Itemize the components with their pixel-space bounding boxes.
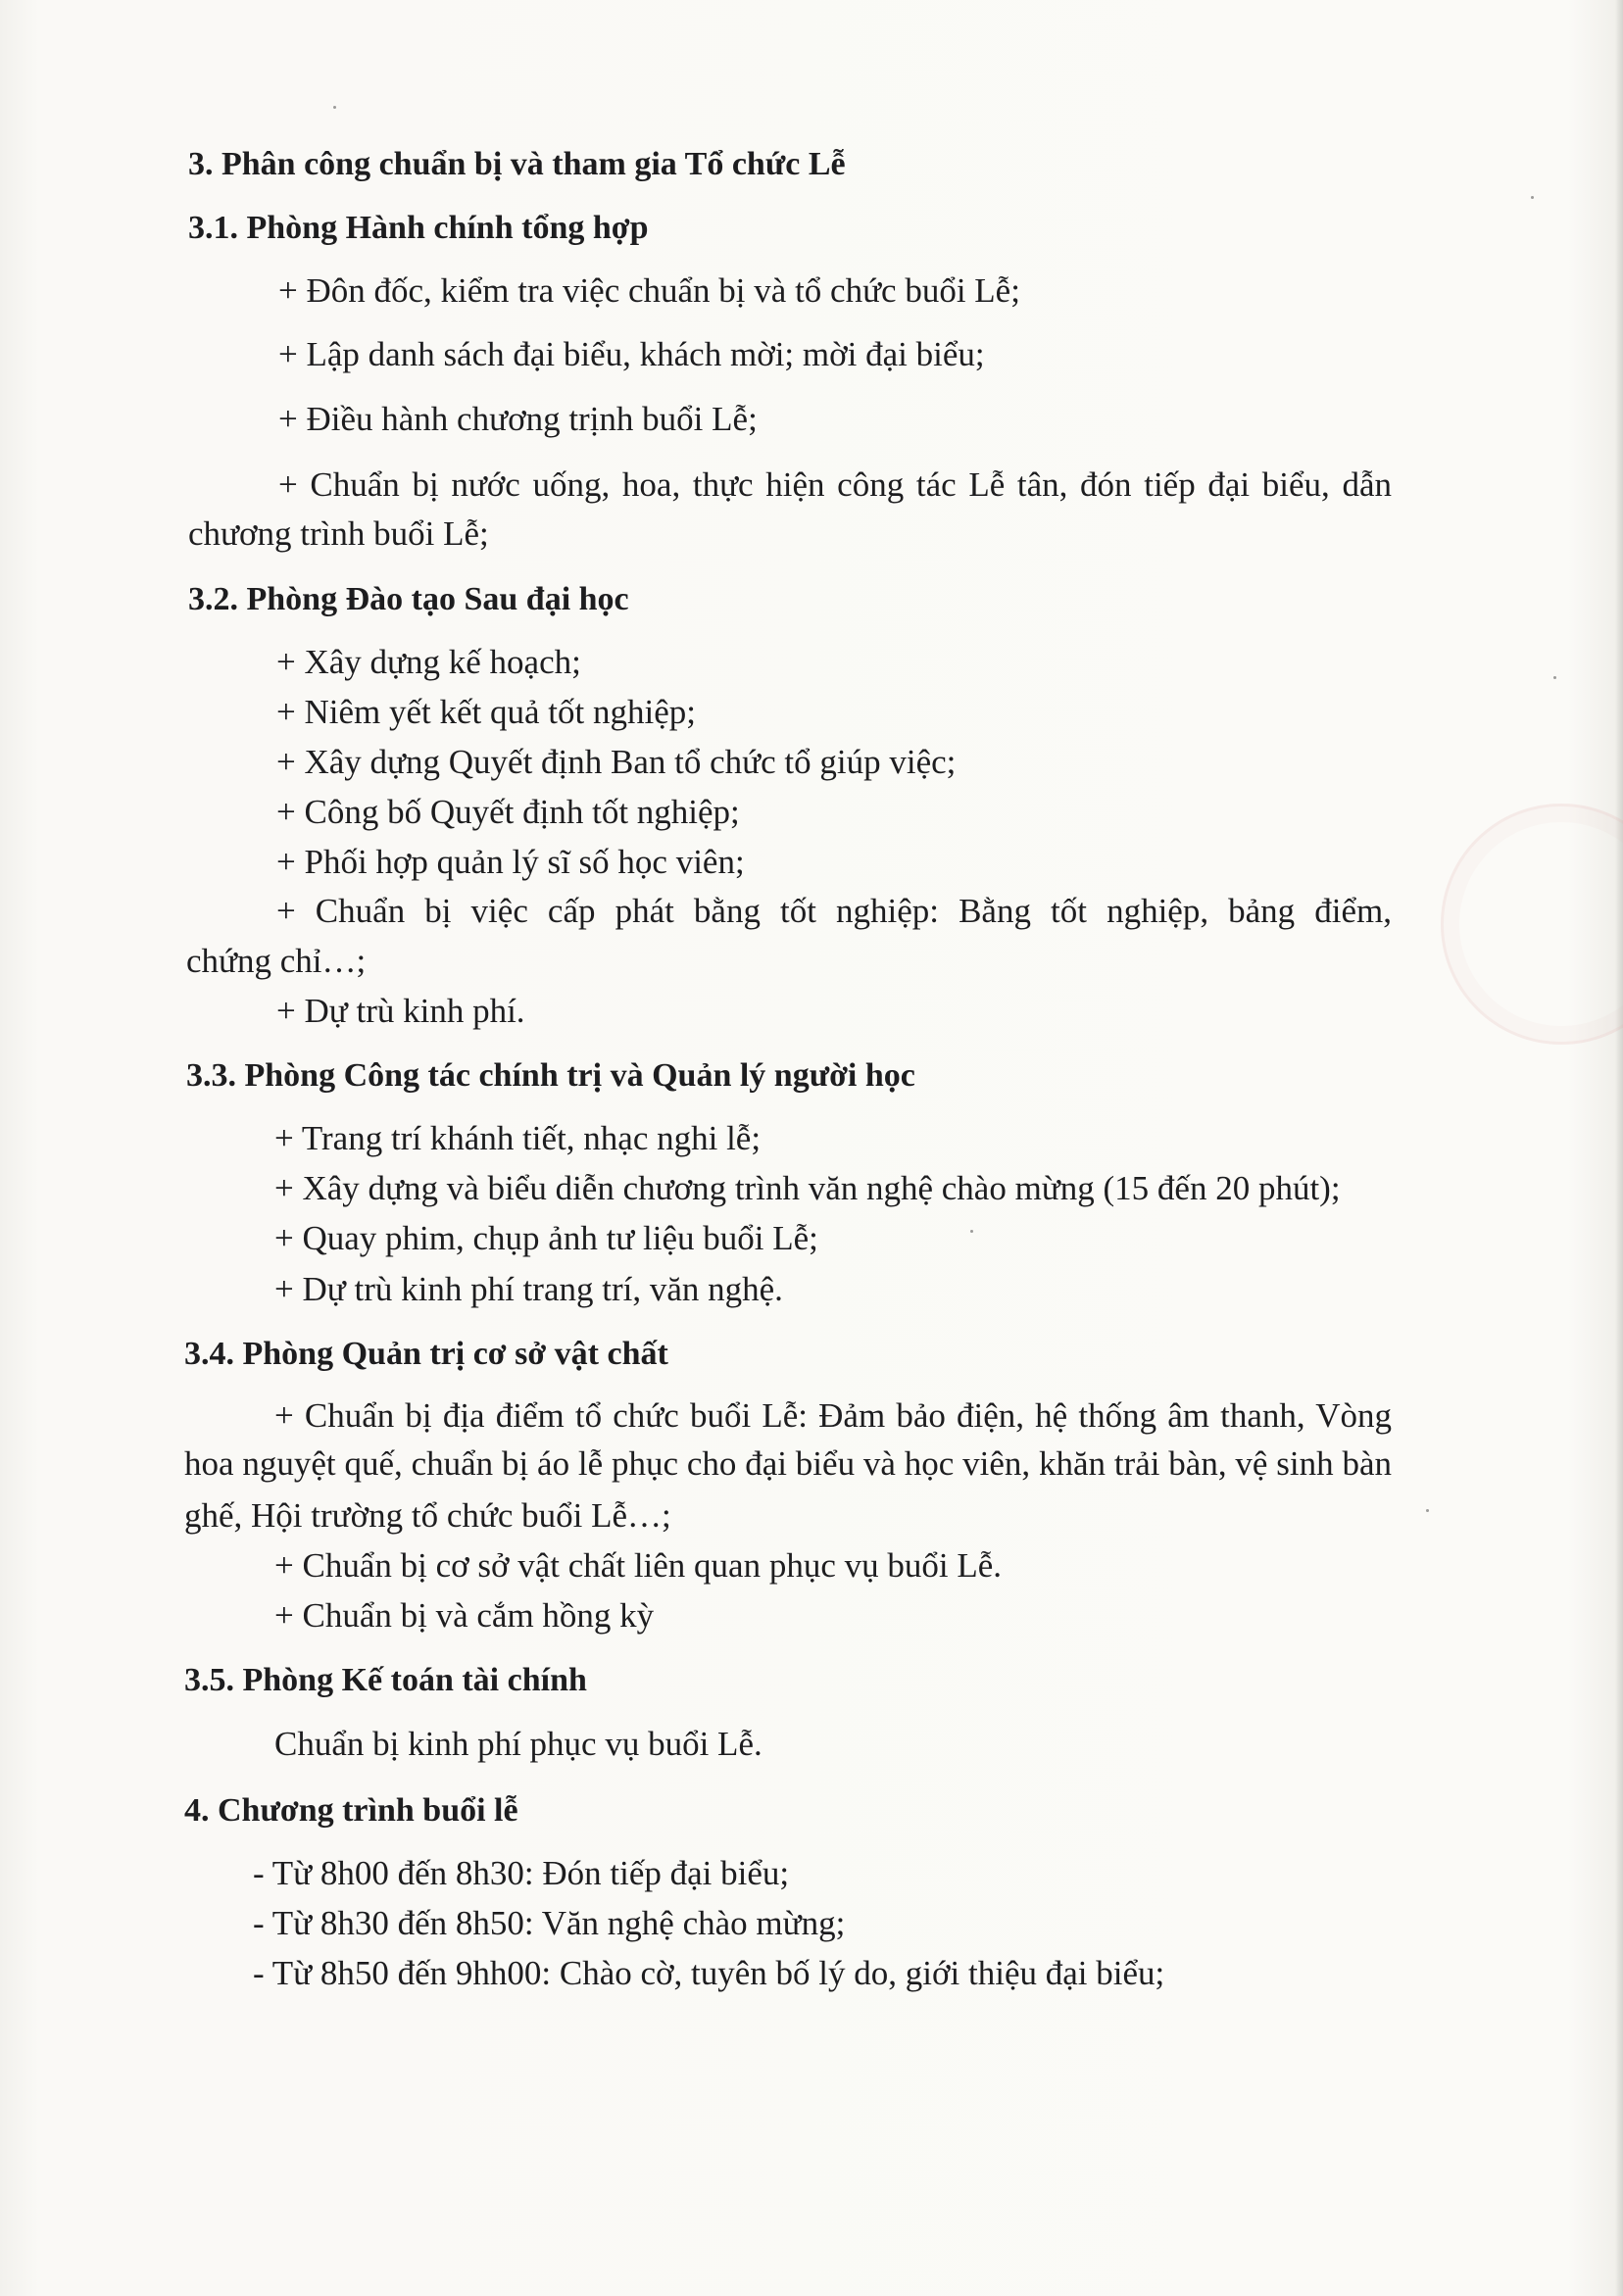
- paragraph: Chuẩn bị kinh phí phục vụ buổi Lễ.: [274, 1725, 762, 1763]
- list-item: + Công bố Quyết định tốt nghiệp;: [276, 793, 740, 831]
- list-item: + Dự trù kinh phí.: [276, 992, 525, 1030]
- section-3-5-heading: 3.5. Phòng Kế toán tài chính: [184, 1662, 587, 1698]
- list-item: + Chuẩn bị cơ sở vật chất liên quan phục vụ buổi Lễ.: [274, 1546, 1003, 1585]
- section-3-2-heading: 3.2. Phòng Đào tạo Sau đại học: [188, 581, 629, 617]
- scan-speck: [1553, 676, 1556, 679]
- schedule-item: - Từ 8h00 đến 8h30: Đón tiếp đại biểu;: [253, 1854, 790, 1892]
- list-item-continuation: chứng chỉ…;: [186, 942, 367, 980]
- list-item-continuation: hoa nguyệt quế, chuẩn bị áo lễ phục cho đại biểu và học viên, khăn trải bàn, vệ sinh bàn: [184, 1444, 1392, 1483]
- faint-stamp-bleedthrough: [1441, 804, 1623, 1045]
- schedule-item: - Từ 8h50 đến 9hh00: Chào cờ, tuyên bố lý do, giới thiệu đại biểu;: [253, 1954, 1165, 1992]
- section-3-4-heading: 3.4. Phòng Quản trị cơ sở vật chất: [184, 1336, 668, 1372]
- list-item: + Xây dựng kế hoạch;: [276, 643, 581, 681]
- list-item: + Niêm yết kết quả tốt nghiệp;: [276, 693, 696, 731]
- scan-speck: [333, 106, 336, 109]
- scan-edge-shadow: [1615, 0, 1623, 2296]
- list-item: + Chuẩn bị việc cấp phát bằng tốt nghiệp: Bằng tốt nghiệp, bảng điểm,: [276, 892, 1392, 930]
- list-item: + Chuẩn bị địa điểm tổ chức buổi Lễ: Đảm bảo điện, hệ thống âm thanh, Vòng: [274, 1396, 1392, 1435]
- list-item: + Đôn đốc, kiểm tra việc chuẩn bị và tổ chức buổi Lễ;: [278, 271, 1020, 310]
- scan-speck: [1426, 1509, 1429, 1512]
- list-item: + Chuẩn bị nước uống, hoa, thực hiện công tác Lễ tân, đón tiếp đại biểu, dẫn: [278, 465, 1392, 504]
- list-item: + Điều hành chương trịnh buổi Lễ;: [278, 400, 758, 438]
- list-item-continuation: chương trình buổi Lễ;: [188, 514, 489, 553]
- section-3-1-heading: 3.1. Phòng Hành chính tổng hợp: [188, 210, 649, 246]
- list-item: + Lập danh sách đại biểu, khách mời; mời đại biểu;: [278, 335, 985, 373]
- list-item-continuation: ghế, Hội trường tổ chức buổi Lễ…;: [184, 1496, 671, 1535]
- section-4-heading: 4. Chương trình buổi lễ: [184, 1792, 518, 1829]
- list-item: + Phối hợp quản lý sĩ số học viên;: [276, 843, 745, 881]
- list-item: + Dự trù kinh phí trang trí, văn nghệ.: [274, 1270, 783, 1308]
- list-item: + Xây dựng và biểu diễn chương trình văn nghệ chào mừng (15 đến 20 phút);: [274, 1169, 1341, 1207]
- list-item: + Xây dựng Quyết định Ban tổ chức tổ giúp việc;: [276, 743, 957, 781]
- section-3-3-heading: 3.3. Phòng Công tác chính trị và Quản lý người học: [186, 1057, 915, 1094]
- list-item: + Trang trí khánh tiết, nhạc nghi lễ;: [274, 1119, 762, 1157]
- scan-speck: [970, 1230, 973, 1233]
- scan-speck: [1531, 196, 1534, 199]
- schedule-item: - Từ 8h30 đến 8h50: Văn nghệ chào mừng;: [253, 1904, 846, 1942]
- list-item: + Chuẩn bị và cắm hồng kỳ: [274, 1596, 655, 1635]
- section-3-heading: 3. Phân công chuẩn bị và tham gia Tổ chức Lễ: [188, 146, 846, 182]
- list-item: + Quay phim, chụp ảnh tư liệu buổi Lễ;: [274, 1219, 818, 1257]
